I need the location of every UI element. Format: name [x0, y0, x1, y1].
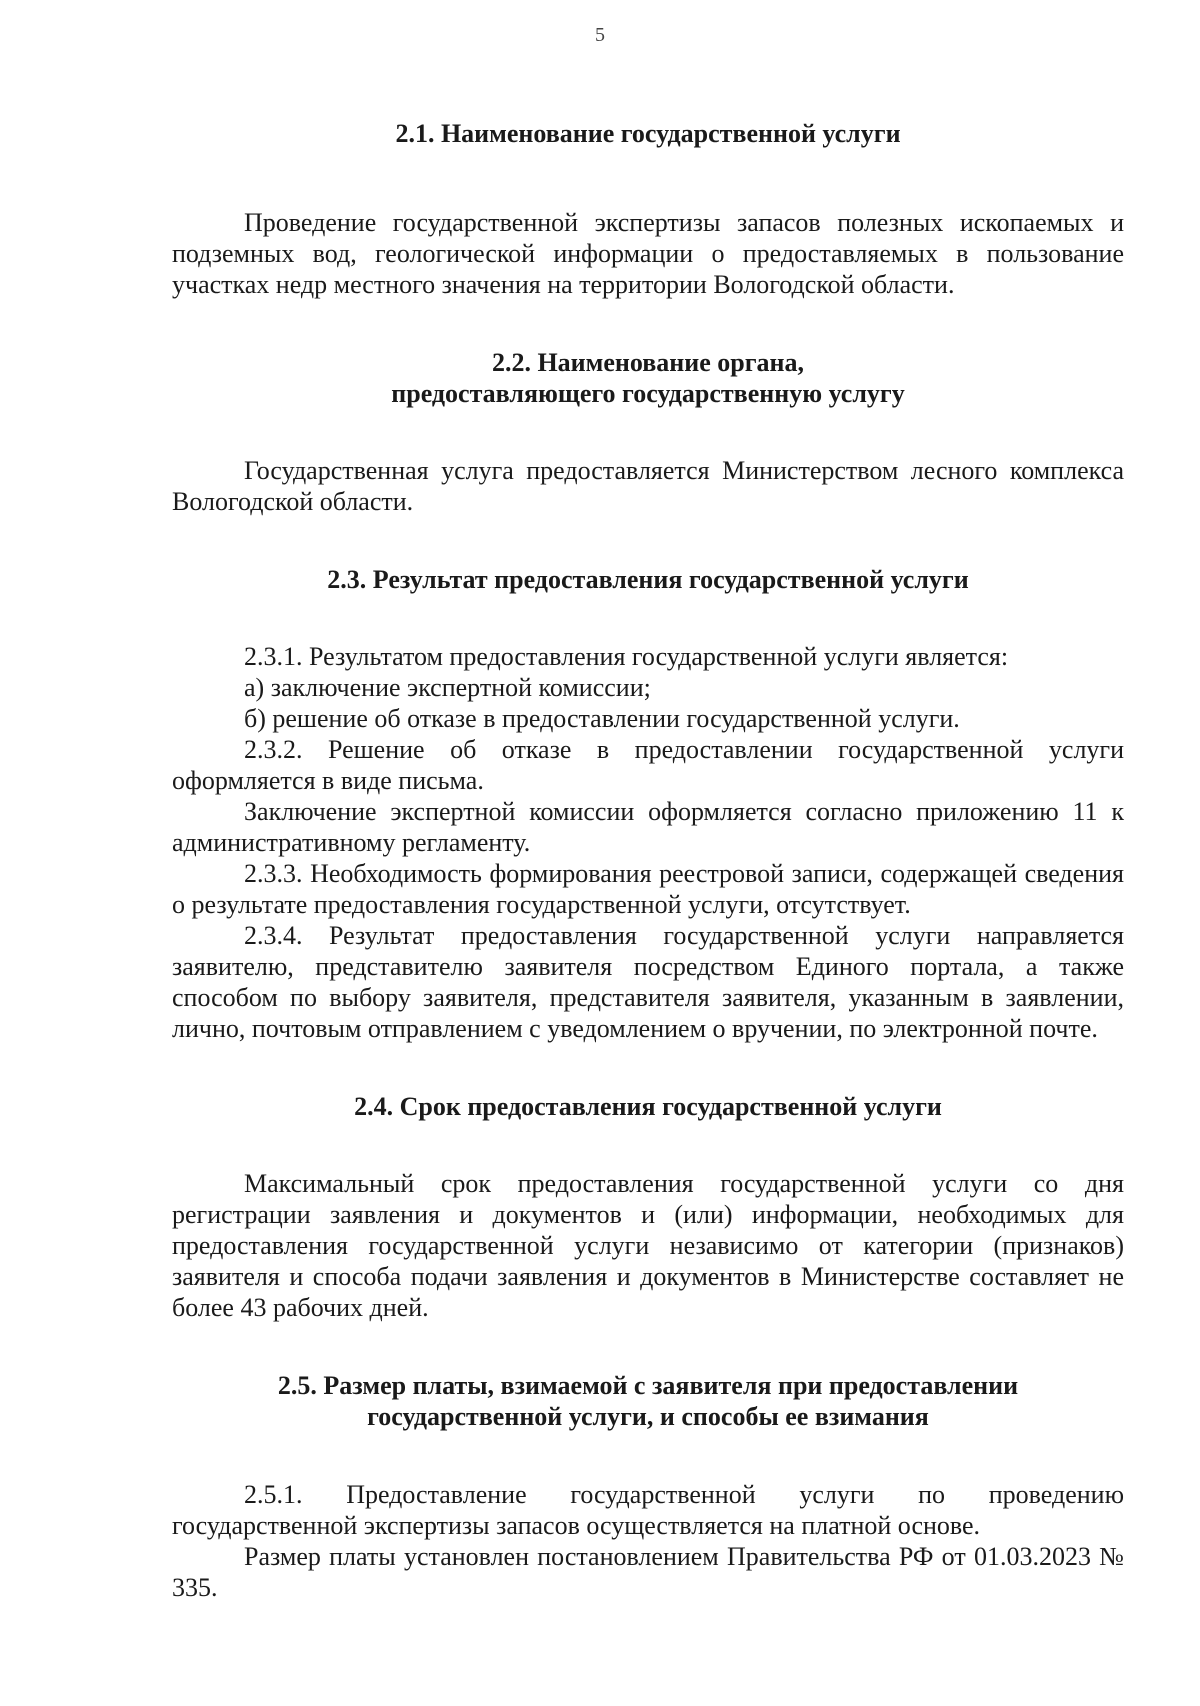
- section-2-4-paragraph: Максимальный срок предоставления государственной услуги со дня регистрации заявления и документов и (или) информации, необходимых для предоставления государственной услуги независимо от категории (признаков) заявителя и способа подачи заявления и документов в Министерстве составляет не более 43 рабочих дней.: [172, 1169, 1124, 1322]
- fee-paragraph: Размер платы установлен постановлением Правительства РФ от 01.03.2023 № 335.: [172, 1542, 1124, 1602]
- section-2-2-title-line2: предоставляющего государственную услугу: [391, 379, 905, 408]
- section-2-5-1-paragraph: 2.5.1. Предоставление государственной услуги по проведению государственной экспертизы запасов осуществляется на платной основе.: [172, 1480, 1124, 1540]
- section-2-3-3-paragraph: 2.3.3. Необходимость формирования реестровой записи, содержащей сведения о результате предоставления государственной услуги, отсутствует.: [172, 859, 1124, 919]
- section-2-1-title: 2.1. Наименование государственной услуги: [395, 119, 901, 148]
- section-2-3-4-paragraph: 2.3.4. Результат предоставления государственной услуги направляется заявителю, представителю заявителя посредством Единого портала, а также способом по выбору заявителя, представителя заявителя, указанным в заявлении, лично, почтовым отправлением с уведомлением о вручении, по электронной почте.: [172, 921, 1124, 1043]
- section-2-5-title-line1: 2.5. Размер платы, взимаемой с заявителя при предоставлении: [277, 1371, 1019, 1400]
- document-body: [172, 118, 1124, 1603]
- page-number: 5: [595, 24, 605, 46]
- list-item-b: б) решение об отказе в предоставлении государственной услуги.: [244, 704, 960, 733]
- section-2-3-title: 2.3. Результат предоставления государственной услуги: [327, 565, 969, 594]
- section-2-2-paragraph: Государственная услуга предоставляется Министерством лесного комплекса Вологодской области.: [172, 456, 1124, 516]
- expert-conclusion-paragraph: Заключение экспертной комиссии оформляется согласно приложению 11 к административному регламенту.: [172, 797, 1124, 857]
- section-2-3-body: [172, 641, 1124, 1044]
- section-2-2-title-line1: 2.2. Наименование органа,: [491, 348, 805, 377]
- section-2-5-title-line2: государственной услуги, и способы ее взимания: [367, 1402, 929, 1431]
- list-item-a: а) заключение экспертной комиссии;: [244, 673, 651, 702]
- section-2-3-1-paragraph: 2.3.1. Результатом предоставления государственной услуги является:: [244, 642, 1009, 671]
- section-2-1-paragraph: Проведение государственной экспертизы запасов полезных ископаемых и подземных вод, геологической информации о предоставляемых в пользование участках недр местного значения на территории Вологодской области.: [172, 208, 1124, 299]
- section-2-4-title: 2.4. Срок предоставления государственной услуги: [354, 1092, 942, 1121]
- section-2-3-2-paragraph: 2.3.2. Решение об отказе в предоставлении государственной услуги оформляется в виде письма.: [172, 735, 1124, 795]
